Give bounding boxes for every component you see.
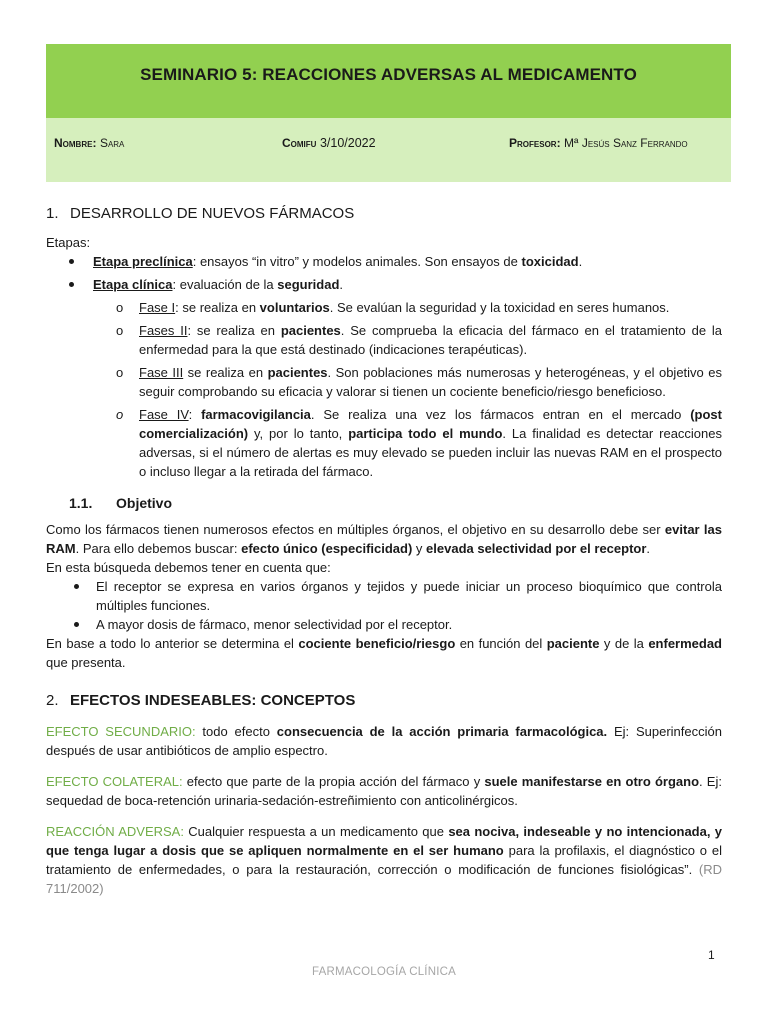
list-item: Etapa preclínica: ensayos “in vitro” y modelos animales. Son ensayos de toxicidad. bbox=[46, 252, 722, 271]
nombre-field bbox=[54, 136, 124, 150]
objetivo-list bbox=[46, 577, 722, 634]
cociente-paragraph: En base a todo lo anterior se determina el cociente beneficio/riesgo en función del paciente y de la enfermedad que presenta. bbox=[46, 636, 723, 670]
document-title: SEMINARIO 5: REACCIONES ADVERSAS AL MEDICAMENTO bbox=[140, 65, 637, 84]
objetivo-paragraph: Como los fármacos tienen numerosos efectos en múltiples órganos, el objetivo en su desarrollo debe ser evitar las RAM. Para ello debemos buscar: efecto único (especificidad) y elevada selectividad por el receptor. bbox=[46, 522, 722, 556]
efecto-secundario-paragraph: EFECTO SECUNDARIO: todo efecto consecuencia de la acción primaria farmacológica. Ej: Superinfección después de usar antibióticos de amplio espectro. bbox=[46, 724, 722, 758]
list-item: El receptor se expresa en varios órganos y tejidos y puede iniciar un proceso bioquímico que controla múltiples funciones. bbox=[46, 577, 722, 615]
section-2-heading: 2. EFECTOS INDESEABLES: CONCEPTOS bbox=[46, 692, 356, 709]
fases-list bbox=[46, 298, 722, 481]
etapas-label: Etapas: bbox=[46, 235, 91, 250]
bullet-icon bbox=[69, 282, 74, 287]
list-item: A mayor dosis de fármaco, menor selectividad por el receptor. bbox=[46, 615, 722, 634]
list-item: o Fases II: se realiza en pacientes. Se comprueba la eficacia del fármaco en el tratamiento de la enfermedad para la que está destinado (indicaciones terapéuticas). bbox=[116, 323, 722, 357]
list-item: o Fase I: se realiza en voluntarios. Se evalúan la seguridad y la toxicidad en seres humanos. bbox=[116, 300, 670, 315]
section-1-heading: 1. DESARROLLO DE NUEVOS FÁRMACOS bbox=[46, 205, 355, 222]
info-banner bbox=[46, 118, 731, 182]
footer-title: FARMACOLOGÍA CLÍNICA bbox=[312, 966, 456, 978]
title-banner bbox=[46, 44, 731, 118]
profesor-field bbox=[509, 136, 688, 150]
bullet-icon bbox=[69, 259, 74, 264]
list-item: Etapa clínica: evaluación de la seguridad. bbox=[46, 275, 722, 294]
bullet-icon bbox=[74, 622, 79, 627]
circle-bullet-icon: o bbox=[116, 323, 124, 338]
busqueda-paragraph: En esta búsqueda debemos tener en cuenta que: bbox=[46, 560, 331, 575]
etapas-list bbox=[46, 252, 722, 294]
circle-bullet-icon: o bbox=[116, 407, 124, 422]
document-body bbox=[46, 204, 722, 898]
comifu-value: 3/10/2022 bbox=[319, 136, 376, 150]
bullet-icon bbox=[74, 584, 79, 589]
page-number: 1 bbox=[708, 948, 715, 962]
circle-bullet-icon: o bbox=[116, 300, 124, 315]
profesor-label: Profesor: bbox=[509, 136, 561, 150]
comifu-field bbox=[282, 136, 376, 150]
nombre-value: Sara bbox=[99, 136, 125, 150]
list-item: o Fase IV: farmacovigilancia. Se realiza una vez los fármacos entran en el mercado (post comercialización) y, por lo tanto, participa todo el mundo. La finalidad es detectar reacciones adversas, si el número de alertas es muy elevado se pueden incluir las nuevas RAM en el prospecto o incluso llegar a la retirada del fármaco. bbox=[116, 407, 722, 479]
subsection-1-1-heading: 1.1. Objetivo bbox=[69, 495, 173, 511]
nombre-label: Nombre: bbox=[54, 136, 97, 150]
list-item: o Fase III se realiza en pacientes. Son poblaciones más numerosas y heterogéneas, y el objetivo es seguir comprobando su eficacia y valorar si tienen un cociente beneficio/riesgo beneficioso. bbox=[116, 365, 722, 399]
comifu-label: Comifu bbox=[282, 136, 317, 150]
reaccion-adversa-paragraph: REACCIÓN ADVERSA: Cualquier respuesta a un medicamento que sea nociva, indeseable y no intencionada, y que tenga lugar a dosis que se apliquen normalmente en el ser humano para la profilaxis, el diagnóstico o el tratamiento de enfermedades, o para la restauración, corrección o modificación de funciones fisiológicas”. (RD 711/2002) bbox=[46, 824, 723, 896]
efecto-colateral-paragraph: EFECTO COLATERAL: efecto que parte de la propia acción del fármaco y suele manifestarse en otro órgano. Ej: sequedad de boca-retención urinaria-sedación-estreñimiento con anticolinérgicos. bbox=[46, 774, 722, 808]
profesor-value: Mª Jesús Sanz Ferrando bbox=[564, 136, 688, 150]
circle-bullet-icon: o bbox=[116, 365, 124, 380]
